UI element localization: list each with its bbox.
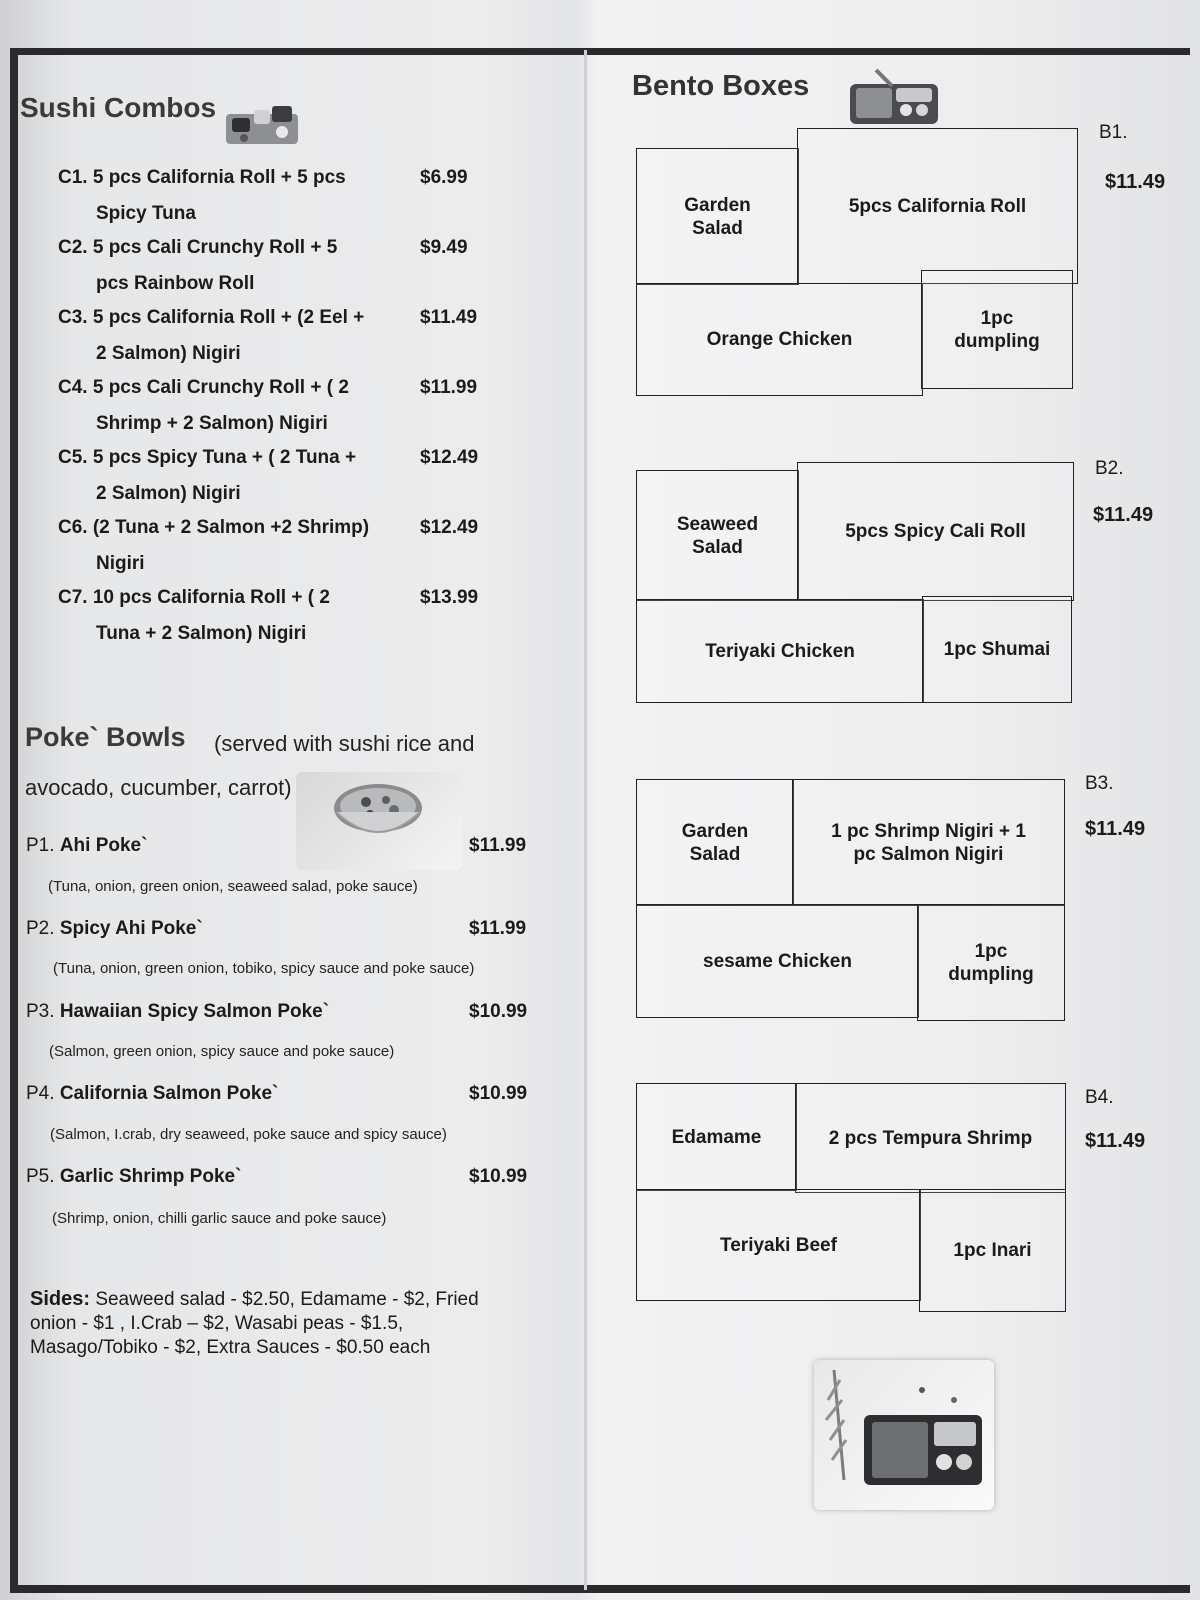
poke-code: P1. — [26, 835, 55, 856]
bento-price: $11.49 — [1085, 818, 1146, 840]
poke-price: $11.99 — [469, 835, 527, 856]
poke-desc: (Tuna, onion, green onion, tobiko, spicy sauce and poke sauce) — [53, 960, 475, 977]
poke-price: $10.99 — [469, 1001, 528, 1022]
combo-line2: Spicy Tuna — [96, 203, 196, 224]
bento-cell-top-right: 5pcs Spicy Cali Roll — [797, 462, 1074, 601]
bento-cell-bottom-right: 1pc Inari — [919, 1189, 1066, 1312]
combo-item — [58, 440, 488, 512]
bento-price: $11.49 — [1085, 1130, 1146, 1152]
poke-desc: (Tuna, onion, green onion, seaweed salad, poke sauce) — [48, 878, 418, 895]
bento-cell-top-left: Garden Salad — [636, 779, 794, 906]
combo-line1: C4. 5 pcs Cali Crunchy Roll + ( 2 — [58, 377, 349, 398]
bento-cell-top-left: Seaweed Salad — [636, 470, 799, 601]
bento-price: $11.49 — [1105, 171, 1166, 193]
page-fold — [584, 50, 587, 1590]
combo-line2: Tuna + 2 Salmon) Nigiri — [96, 623, 307, 644]
bento-cell-top-left: Edamame — [636, 1083, 797, 1191]
sides-label: Sides: — [30, 1288, 91, 1310]
combo-item — [58, 370, 488, 442]
combo-price: $11.49 — [420, 307, 478, 328]
poke-code: P4. — [26, 1083, 55, 1104]
bento-code: B3. — [1085, 773, 1114, 794]
poke-item — [26, 918, 546, 940]
combo-line2: 2 Salmon) Nigiri — [96, 483, 241, 504]
bento-cell-top-right: 2 pcs Tempura Shrimp — [795, 1083, 1066, 1193]
combo-line2: Nigiri — [96, 553, 145, 574]
bento-cell-top-right: 5pcs California Roll — [797, 128, 1078, 284]
poke-item — [26, 1083, 546, 1105]
poke-price: $10.99 — [469, 1166, 528, 1187]
poke-bowls-title: Poke` Bowls — [25, 722, 186, 752]
combo-line2: pcs Rainbow Roll — [96, 273, 255, 294]
poke-desc: (Salmon, I.crab, dry seaweed, poke sauce and spicy sauce) — [50, 1126, 447, 1143]
combo-item — [58, 230, 488, 302]
combo-price: $11.99 — [420, 377, 478, 398]
sushi-combos-title: Sushi Combos — [20, 92, 217, 123]
bento-cell-bottom-left: sesame Chicken — [636, 904, 919, 1018]
bento-boxes-title: Bento Boxes — [632, 70, 810, 102]
combo-price: $9.49 — [420, 237, 468, 258]
combo-line1: C2. 5 pcs Cali Crunchy Roll + 5 — [58, 237, 338, 258]
poke-desc: (Shrimp, onion, chilli garlic sauce and poke sauce) — [52, 1210, 387, 1227]
combo-line1: C5. 5 pcs Spicy Tuna + ( 2 Tuna + — [58, 447, 357, 468]
poke-bowls-note-cont: avocado, cucumber, carrot) — [25, 775, 292, 800]
poke-name: Ahi Poke` — [59, 835, 148, 856]
poke-item — [26, 835, 546, 857]
combo-line1: C6. (2 Tuna + 2 Salmon +2 Shrimp) — [58, 517, 370, 538]
poke-code: P5. — [26, 1166, 55, 1187]
combo-line2: 2 Salmon) Nigiri — [96, 343, 241, 364]
sides-section — [30, 1287, 530, 1360]
poke-desc: (Salmon, green onion, spicy sauce and poke sauce) — [49, 1043, 395, 1060]
combo-item — [58, 300, 488, 372]
sides-text: Seaweed salad - $2.50, Edamame - $2, Fried onion - $1 , I.Crab – $2, Wasabi peas - $1.5, Masago/Tobiko - $2, Extra Sauces - $0.50 each — [30, 1289, 479, 1358]
bento-cell-bottom-right: 1pc dumpling — [921, 270, 1073, 389]
combo-price: $13.99 — [420, 587, 479, 608]
bento-code: B4. — [1085, 1087, 1114, 1108]
combo-price: $6.99 — [420, 167, 468, 188]
combo-item — [58, 160, 488, 232]
poke-item — [26, 1166, 546, 1188]
sushi-photo — [224, 100, 302, 148]
bento-cell-bottom-right: 1pc dumpling — [917, 904, 1065, 1021]
bento-cell-top-left: Garden Salad — [636, 148, 799, 285]
poke-price: $11.99 — [469, 918, 527, 939]
combo-price: $12.49 — [420, 447, 479, 468]
poke-name: California Salmon Poke` — [59, 1083, 279, 1104]
combo-item — [58, 580, 488, 652]
bento-meal-photo — [814, 1360, 994, 1510]
poke-bowls-note: (served with sushi rice and — [214, 731, 475, 756]
bento-price: $11.49 — [1093, 504, 1154, 526]
bento-code: B2. — [1095, 458, 1124, 479]
bento-cell-bottom-left: Orange Chicken — [636, 283, 923, 396]
bento-cell-top-right: 1 pc Shrimp Nigiri + 1 pc Salmon Nigiri — [792, 779, 1065, 906]
poke-name: Hawaiian Spicy Salmon Poke` — [59, 1001, 330, 1022]
poke-price: $10.99 — [469, 1083, 528, 1104]
poke-item — [26, 1001, 546, 1023]
combo-line2: Shrimp + 2 Salmon) Nigiri — [96, 413, 328, 434]
bento-cell-bottom-left: Teriyaki Beef — [636, 1189, 921, 1301]
bento-code: B1. — [1099, 122, 1128, 143]
combo-item — [58, 510, 488, 582]
bento-cell-bottom-right: 1pc Shumai — [922, 596, 1072, 703]
combo-line1: C7. 10 pcs California Roll + ( 2 — [58, 587, 330, 608]
bento-cell-bottom-left: Teriyaki Chicken — [636, 599, 924, 703]
poke-code: P3. — [26, 1001, 55, 1022]
combo-line1: C3. 5 pcs California Roll + (2 Eel + — [58, 307, 365, 328]
poke-name: Spicy Ahi Poke` — [59, 918, 203, 939]
poke-name: Garlic Shrimp Poke` — [59, 1166, 242, 1187]
combo-line1: C1. 5 pcs California Roll + 5 pcs — [58, 167, 346, 188]
poke-code: P2. — [26, 918, 55, 939]
bento-photo — [846, 66, 944, 132]
combo-price: $12.49 — [420, 517, 479, 538]
